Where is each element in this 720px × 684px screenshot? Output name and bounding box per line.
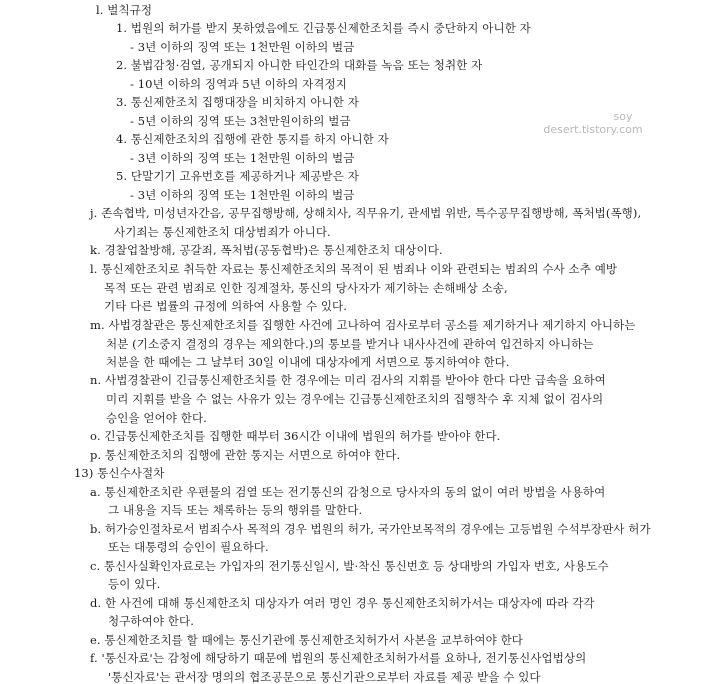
text-line: 목적 또는 관련 범죄로 인한 징계절차, 통신의 당사자가 제기하는 손해배상 소송, <box>104 281 508 295</box>
text-line: f. '통신자료'는 감청에 해당하기 때문에 법원의 통신제한조치허가서를 요하나, 전기통신사업법상의 <box>90 651 587 665</box>
text-line: '통신자료'는 관서장 명의의 협조공문으로 통신기관으로부터 자료를 제공 받을 수 있다 <box>108 670 541 684</box>
text-line: 사기죄는 통신제한조치 대상범죄가 아니다. <box>114 225 331 239</box>
text-line: 기타 다른 법률의 규정에 의하여 사용할 수 있다. <box>104 299 348 313</box>
text-line: - 3년 이하의 징역 또는 1천만원 이하의 벌금 <box>130 188 355 202</box>
watermark <box>528 110 658 136</box>
text-line: 5. 단말기기 고유번호를 제공하거나 제공받은 자 <box>116 169 359 183</box>
text-line: l. 벌칙규정 <box>96 3 153 17</box>
text-line: e. 통신제한조치를 할 때에는 통신기관에 통신제한조치허가서 사본을 교부하여야 한다 <box>90 633 524 647</box>
text-line: 그 내용을 지득 또는 채록하는 등의 행위를 말한다. <box>108 503 363 517</box>
watermark-line2: desert.tistory.com <box>543 123 643 136</box>
text-line: m. 사법경찰관은 통신제한조치를 집행한 사건에 고나하여 검사로부터 공소를 제기하거나 제기하지 아니하는 <box>90 318 636 332</box>
text-line: 13) 통신수사절차 <box>74 466 165 480</box>
text-line: - 5년 이하의 징역 또는 3천만원이하의 벌금 <box>130 114 351 128</box>
text-line: 미리 지휘를 받을 수 없는 사유가 있는 경우에는 긴급통신제한조치의 집행착수 후 지체 없이 검사의 <box>106 392 604 406</box>
text-line: 또는 대통령의 승인이 필요하다. <box>108 540 269 554</box>
text-line: o. 긴급통신제한조치를 집행한 때부터 36시간 이내에 법원의 허가를 받아야 한다. <box>90 429 501 443</box>
text-line: 승인을 얻어야 한다. <box>106 411 207 425</box>
text-line: - 3년 이하의 징역 또는 1천만원 이하의 벌금 <box>130 151 355 165</box>
text-line: 등이 있다. <box>108 577 161 591</box>
text-line: 3. 통신제한조치 집행대장을 비치하지 아니한 자 <box>116 95 359 109</box>
text-line: 처분 (기소중지 결정의 경우는 제외한다.)의 통보를 받거나 내사사건에 관하여 입건하지 아니하는 <box>106 337 594 351</box>
text-line: 처분을 한 때에는 그 날부터 30일 이내에 대상자에게 서면으로 통지하여야 한다. <box>106 355 510 369</box>
text-line: 청구하여야 한다. <box>108 614 194 628</box>
text-line: 2. 불법감청·검열, 공개되지 아니한 타인간의 대화를 녹음 또는 청취한 자 <box>116 58 483 72</box>
text-line: k. 경찰업찰방해, 공갈죄, 폭처법(공동협박)은 통신제한조치 대상이다. <box>90 243 443 257</box>
text-line: a. 통신제한조치란 우편물의 검열 또는 전기통신의 감청으로 당사자의 동의 없이 여러 방법을 사용하여 <box>90 485 606 499</box>
text-line: - 10년 이하의 징역과 5년 이하의 자격정지 <box>130 77 347 91</box>
text-line: l. 통신제한조치로 취득한 자료는 통신제한조치의 목적이 된 범죄나 이와 관련되는 범죄의 수사 소추 예방 <box>90 262 618 276</box>
watermark-line1: soy <box>613 110 633 123</box>
text-line: 4. 통신제한조치의 집행에 관한 통지를 하지 아니한 자 <box>116 132 389 146</box>
text-line: n. 사법경찰관이 긴급통신제한조치를 한 경우에는 미리 검사의 지휘를 받아야 한다 다만 급속을 요하여 <box>90 373 606 387</box>
text-line: d. 한 사건에 대해 통신제한조치 대상자가 여러 명인 경우 통신제한조치허가서는 대상자에 따라 각각 <box>90 596 595 610</box>
text-line: p. 통신제한조치의 집행에 관한 통지는 서면으로 하여야 한다. <box>90 448 401 462</box>
text-line: j. 존속협박, 미성년자간음, 공무집행방해, 상해치사, 직무유기, 관세법 위반, 특수공무집행방해, 폭처법(폭행), <box>90 206 642 220</box>
text-line: c. 통신사실확인자료로는 가입자의 전기통신일시, 발·착신 통신번호 등 상대방의 가입자 번호, 사용도수 <box>90 559 609 573</box>
text-line: b. 허가승인절차로서 범죄수사 목적의 경우 법원의 허가, 국가안보목적의 경우에는 고등법원 수석부장판사 허가 <box>90 522 651 536</box>
text-line: - 3년 이하의 징역 또는 1천만원 이하의 벌금 <box>130 40 355 54</box>
text-line: 1. 법원의 허가를 받지 못하였음에도 긴급통신제한조치를 즉시 중단하지 아니한 자 <box>116 21 531 35</box>
